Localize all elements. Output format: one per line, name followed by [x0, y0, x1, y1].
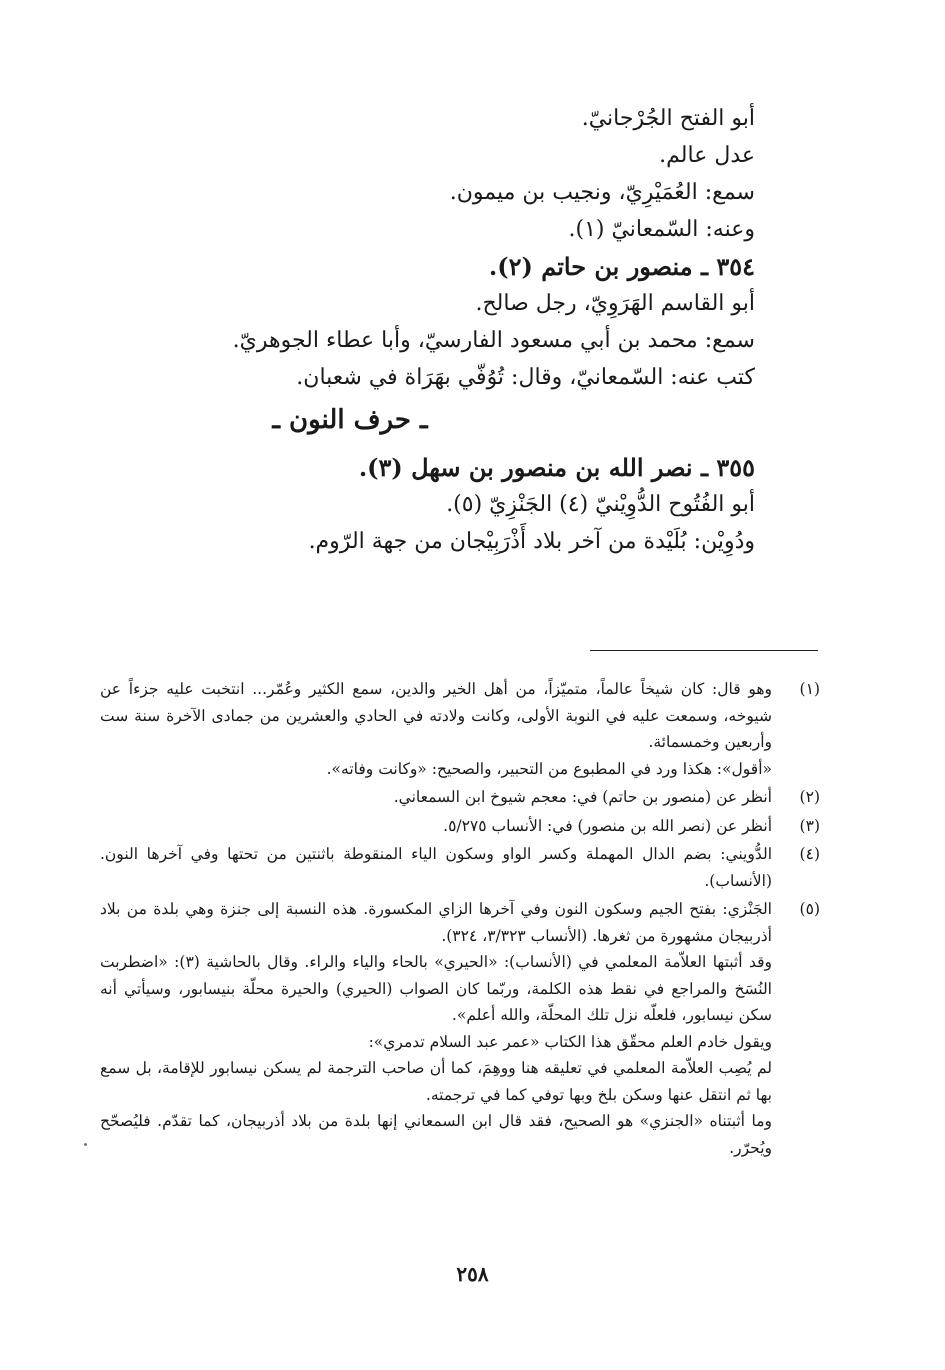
- footnote-body: [100, 813, 772, 840]
- footnote-number: (٢): [799, 788, 820, 806]
- footnote-text: أنظر عن (نصر الله بن منصور) في: الأنساب ٥/٢٧٥.: [443, 816, 772, 835]
- text-line: ودُوِيْن: بُلَيْدة من آخر بلاد أَذْرَبِيْجان من جهة الرّوم.: [308, 529, 755, 554]
- footnote-text: الدُّويني: بضم الدال المهملة وكسر الواو وسكون الياء المنقوطة باثنتين من تحتها وفي آخرها النون. (الأنساب).: [100, 845, 772, 890]
- text-line: سمع: محمد بن أبي مسعود الفارسيّ، وأبا عطاء الجوهريّ.: [232, 328, 755, 353]
- main-text: [155, 100, 755, 560]
- footnote-1: [100, 676, 820, 782]
- footnote-text: وهو قال: كان شيخاً عالماً، متميّزاً، من أهل الخير والدين، سمع الكثير وعُمّر... انتخبت عليه جزءاً عن شيوخه، وسمعت عليه في النوبة الأولى، وكانت ولادته في الحادي والعشرين من جمادى الآخرة سنة ست وأربعين وخمسمائة.: [100, 680, 772, 751]
- footnote-5: [100, 896, 820, 1161]
- footnote-text: أنظر عن (منصور بن حاتم) في: معجم شيوخ ابن السمعاني.: [393, 788, 772, 806]
- footnote-number: (٥): [799, 900, 820, 918]
- footnote-number: (٤): [799, 845, 820, 863]
- footnote-text: ويقول خادم العلم محقّق هذا الكتاب «عمر عبد السلام تدمري»:: [368, 1032, 772, 1051]
- text-line: سمع: العُمَيْرِيّ، ونجيب بن ميمون.: [449, 180, 755, 205]
- text-line: كتب عنه: السّمعانيّ، وقال: تُوُفّي بهَرَاة في شعبان.: [296, 365, 755, 390]
- footnote-number: (١): [799, 680, 820, 698]
- footnote-3: [100, 813, 820, 840]
- section-title: ـ حرف النون ـ: [272, 405, 428, 435]
- footnote-text: وما أثبتناه «الجنزي» هو الصحيح، فقد قال ابن السمعاني إنها بلدة من بلاد أذربيجان، كما تقدّم. فليُصحّح ويُحرّر.: [100, 1112, 772, 1157]
- footnote-text: لم يُصِب العلاّمة المعلمي في تعليقه هنا ووهِمَ، كما أن صاحب الترجمة لم يسكن نيسابور للإقامة، بل سمع بها ثم انتقل عنها وسكن بلخ وبها توفي كما في ترجمته.: [100, 1059, 772, 1104]
- footnote-body: [100, 784, 772, 811]
- entry-heading-354: ٣٥٤ ـ منصور بن حاتم (٢).: [488, 252, 755, 281]
- footnotes: [100, 676, 820, 1163]
- footnote-number: (٣): [799, 816, 820, 835]
- text-line: وعنه: السّمعانيّ (١).: [568, 217, 755, 242]
- footnote-text: الجَنْزي: بفتح الجيم وسكون النون وفي آخرها الزاي المكسورة. هذه النسبة إلى جنزة وهي بلدة من بلاد أذربيجان مشهورة من ثغرها. (الأنساب ٣/٣٢٣، ٣٢٤).: [100, 900, 772, 945]
- text-line: أبو الفتح الجُرْجانيّ.: [581, 106, 755, 131]
- page-number: ٢٥٨: [456, 1262, 489, 1286]
- text-line: عدل عالم.: [659, 143, 755, 168]
- scan-speck: [84, 1143, 87, 1146]
- entry-heading-355: ٣٥٥ ـ نصر الله بن منصور بن سهل (٣).: [358, 453, 755, 482]
- footnote-text: وقد أثبتها العلاّمة المعلمي في (الأنساب): «الحيري» بالحاء والياء والراء. وقال بالحاشية (٣): «اضطربت النُسَخ والمراجع في نقط هذه الكلمة، وربّما كان الصواب (الحيري) والحيرة محلّة بنيسابور، وسيأتي أنه سكن نيسابور، فلعلّه نزل تلك المحلّة، والله أعلم».: [100, 953, 772, 1024]
- footnote-body: [100, 841, 772, 894]
- footnote-4: [100, 841, 820, 894]
- footnote-body: [100, 896, 772, 1161]
- footnote-divider: [590, 650, 818, 651]
- footnote-2: [100, 784, 820, 811]
- text-line: أبو القاسم الهَرَوِيّ، رجل صالح.: [475, 291, 755, 316]
- text-line: أبو الفُتُوح الدُّوِيْنيّ (٤) الجَنْزِيّ (٥).: [446, 492, 755, 517]
- footnote-body: [100, 676, 772, 782]
- footnote-text: «أقول»: هكذا ورد في المطبوع من التحبير، والصحيح: «وكانت وفاته».: [326, 759, 772, 778]
